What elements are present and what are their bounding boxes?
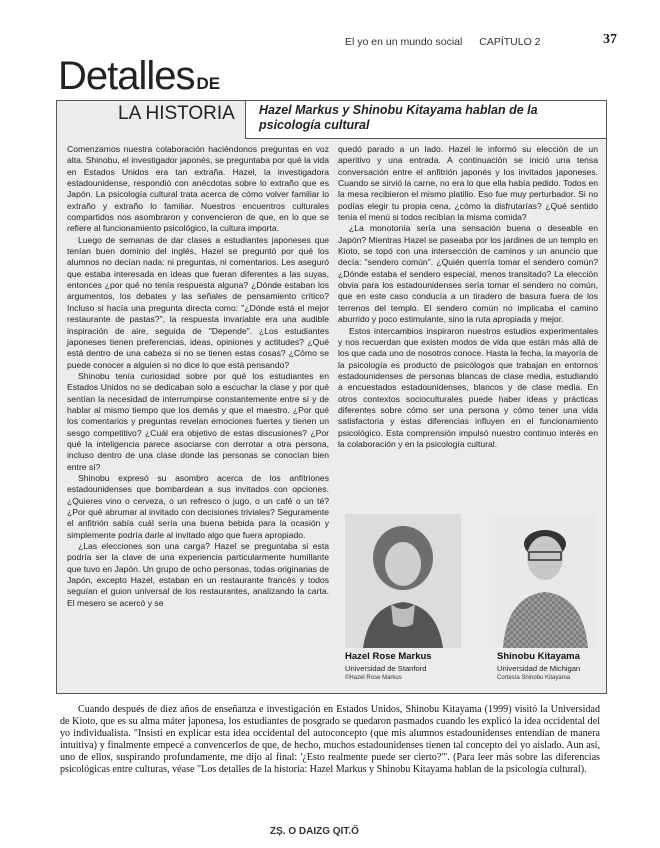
left-paragraph: Shinobu expresó su asombro acerca de los anfitriones estadounidenses que bombardean a sus invitados con opciones. ¿Quieres vino o cerveza, o un refresco o jugo, o un café o un té? ¿Por qué abrumar al invitado con decisiones triviales? Seguramente el anfitrión sabía cuál sería una buena bebida para la ocasión y simplemente podría darle al invitado algo que fuera apropiado.	[67, 472, 329, 540]
right-paragraph: quedó parado a un lado. Hazel le informó su elección de un aperitivo y una entrada. A continuación se inició una tensa conversación entre el anfitrión japonés y los invitados japoneses. Cuando se sirvió la carne, no era lo que ella había pedido. Todos en la mesa recibieron el mismo platillo. Eso fue muy perturbador. Si no podías elegir tu propia cena, ¿cómo la disfrutarías? ¿Qué sentido tenía el menú si todos recibían la misma comida?	[338, 144, 598, 223]
photo-caption-credit: Cortesía Shinobu Kitayama	[497, 675, 571, 681]
feature-title	[58, 56, 220, 96]
photo-caption-name: Shinobu Kitayama	[497, 651, 580, 662]
photo-caption-affiliation: Universidad de Michigan	[497, 664, 581, 673]
photo-caption-name: Hazel Rose Markus	[345, 651, 432, 662]
portrait-photo-kitayama	[495, 514, 596, 648]
right-paragraph: ¿La monotonía sería una sensación buena o deseable en Japón? Mientras Hazel se paseaba por los jardines de un templo en Kioto, se topó con una intersección de caminos y un anuncio que decía: "sendero común". ¿Quién querría tomar el sendero común? ¿Dónde estaba el sendero especial, menos transitado? La elección obvia para los estadounidenses sería tomar el sendero no común, que en este caso conducía a un tiradero de basura fuera de los terrenos del templo. El sendero común no implicaba el camino aburrido y poco estimulante, sino la ruta apropiada y mejor.	[338, 223, 598, 325]
feature-title-connector: DE	[196, 74, 221, 93]
page-number: 37	[603, 32, 617, 47]
story-details-box	[56, 100, 607, 694]
running-header	[345, 36, 541, 48]
portrait-photo-markus	[345, 514, 461, 648]
right-column	[338, 144, 598, 450]
body-paragraph-section	[60, 704, 600, 777]
left-paragraph: Luego de semanas de dar clases a estudiantes japoneses que tenían buen dominio del inglés, Hazel se preguntó por qué los alumnos no decían nada: ni preguntas, ni comentarios. Les aseguró que estaba interesada en ideas que fueran diferentes a las suyas, entonces ¿por qué no tenía respuesta alguna? ¿Dónde estaban los argumentos, los debates y las señales de pensamiento crítico? Incluso si hacía una pregunta directa como: "¿Dónde está el mejor restaurante de pastas?", la respuesta invariable era una audible inspiración de aire, seguida de "Depende". ¿Los estudiantes japoneses tienen preferencias, ideas, opiniones y actitudes? ¿Qué está dentro de una cabeza si no se tienen estas cosas? ¿Cómo se puede conocer a alguien si no dice lo que está pensando?	[67, 234, 329, 370]
left-column	[67, 144, 329, 609]
left-paragraph: Shinobu tenía curiosidad sobre por qué los estudiantes en Estados Unidos no se dedicaban solo a escuchar la clase y por qué sentían la necesidad de interrumpirse constantemente entre sí y de hablar al mismo tiempo que los demás y que el maestro. ¿Por qué los comentarios y preguntas revelan emociones fuertes y tienen un sesgo competitivo? ¿Cuál era objetivo de estas discusiones? ¿Por qué la inteligencia parece asociarse con derrotar a otra persona, incluso dentro de una clase donde las personas se conocían bien entre sí?	[67, 370, 329, 472]
photo-caption-affiliation: Universidad de Stanford	[345, 664, 427, 673]
feature-title-main: Detalles	[58, 54, 195, 98]
chapter-label: CAPÍTULO 2	[479, 36, 541, 48]
left-paragraph: ¿Las elecciones son una carga? Hazel se preguntaba si esta podría ser la clave de una experiencia particularmente humillante que tuvo en Japón. Un grupo de ocho personas, todas originarias de Japón, excepto Hazel, estaban en un restaurante francés y todos seguían el guion universal de los restaurantes, analizando la carta. El mesero se acercó y se	[67, 541, 329, 608]
feature-subtitle: LA HISTORIA	[118, 103, 235, 124]
woman-portrait-icon	[345, 514, 461, 648]
right-paragraph: Estos intercambios inspiraron nuestros estudios experimentales y nos recuerdan que existen modos de vida que están más allá de los que cada uno de nosotros conoce. Hasta la fecha, la mayoría de la psicología es producto de psicólogos que trabajan en entornos estadounidenses de personas blancas de clase media, estudiando a encuestados estadounidenses, blancos y de clase media. En otros contextos socioculturales puede haber ideas y prácticas diferentes sobre cómo ser una persona y cómo tener una vida satisfactoria y estas diferencias influyen en el funcionamiento psicológico. Esta comprensión impulsó nuestro continuo interés en la colaboración y en la psicología cultural.	[338, 325, 598, 449]
footer-watermark: ZȘ. O DAIZG QIT.Ő	[270, 826, 359, 837]
box-title: Hazel Markus y Shinobu Kitayama hablan de la psicología cultural	[259, 103, 538, 132]
photo-caption-credit: ©Hazel Rose Markus	[345, 675, 402, 681]
man-portrait-icon	[495, 514, 596, 648]
running-title: El yo en un mundo social	[345, 36, 463, 48]
left-paragraph: Comenzamos nuestra colaboración haciéndonos preguntas en voz alta. Shinobu, el investigador japonés, se preguntaba por qué la vida en Estados Unidos era tan extraña. Hazel, la investigadora estadounidense, respondió con anécdotas sobre lo extraño que es Japón. La psicología cultural trata acerca de cómo volver familiar lo extraño y extraño lo familiar. Nuestros encuentros culturales compartidos nos asombraron y convencieron de que, en lo que se refiere al funcionamiento psicológico, la cultura importa.	[67, 144, 329, 234]
body-paragraph: Cuando después de diez años de enseñanza e investigación en Estados Unidos, Shinobu Kitayama (1999) visitó la Universidad de Kioto, que es su alma máter japonesa, los estudiantes de posgrado se quedaron pasmados cuando les explicó la idea occidental del yo individualista. "Insistí en explicar esta idea occidental del autoconcepto (que mis alumnos estadounidenses entendían de manera intuitiva) y finalmente empecé a convencerlos de que, de hecho, muchos estadounidenses tienen tal concepto del yo aislado. Aun así, uno de ellos, suspirando profundamente, me dijo al final: '¿Esto realmente puede ser cierto?'". (Para leer más sobre las diferencias psicológicas entre culturas, véase "Los detalles de la historia: Hazel Markus y Shinobu Kitayama hablan de la psicología cultural).	[60, 704, 600, 776]
